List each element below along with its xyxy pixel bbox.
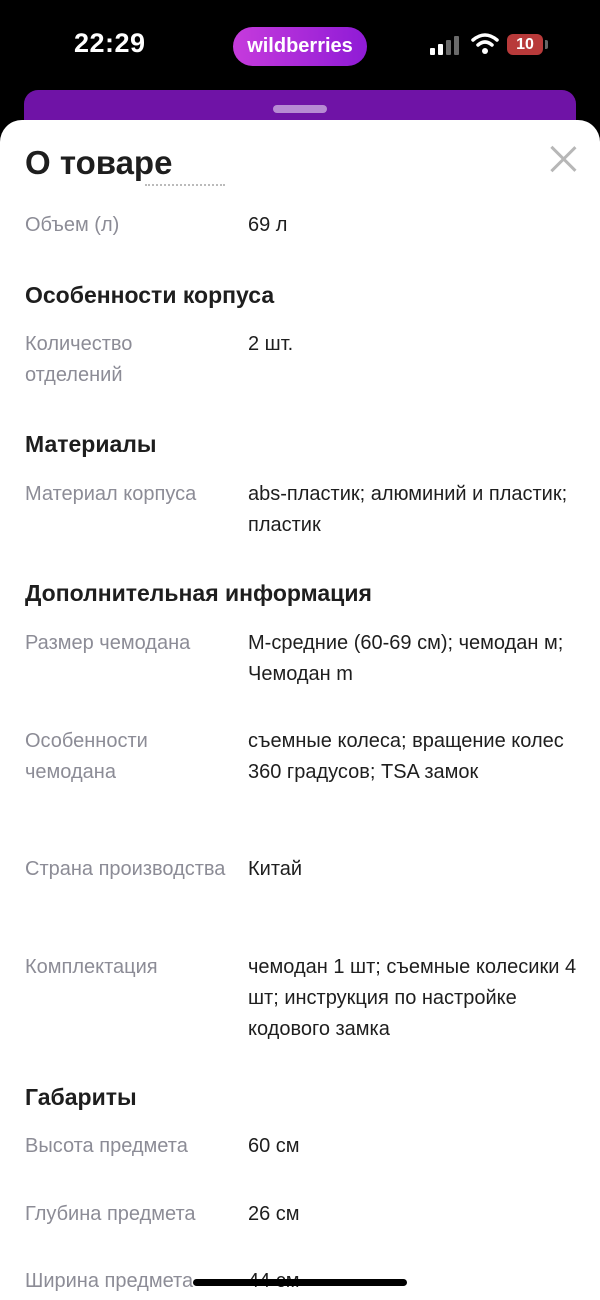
wifi-icon [471,31,499,55]
spec-label: Комплектация [25,956,158,978]
spec-value: съемные колеса; вращение колес 360 градусов; TSA замок [248,730,564,783]
sheet-title: О товаре [25,144,173,181]
spec-value: abs-пластик; алюминий и пластик; пластик [248,483,568,536]
spec-value: М-средние (60-69 см); чемодан м; Чемодан m [248,632,564,685]
spec-label: Количество отделений [25,333,133,386]
spec-label: Высота предмета [25,1135,188,1157]
spec-value: 2 шт. [248,333,294,355]
spec-value: Китай [248,858,303,880]
spec-label: Объем (л) [25,214,120,236]
product-details-sheet [0,120,600,1300]
home-indicator[interactable] [193,1279,407,1286]
cellular-signal-icon [430,35,462,55]
spec-label: Особенности чемодана [25,730,148,783]
spec-value: 60 см [248,1135,300,1157]
spec-value: чемодан 1 шт; съемные колесики 4 шт; инструкция по настройке кодового замка [248,956,577,1040]
spec-value: 26 см [248,1203,300,1225]
spec-label: Материал корпуса [25,483,197,505]
brand-pill: wildberries [233,27,367,66]
spec-label: Ширина предмета [25,1270,194,1292]
sheet-grabber[interactable] [273,105,327,113]
close-icon[interactable] [548,144,578,174]
section-title: Дополнительная информация [25,580,372,606]
clipped-text-fragment [145,184,225,190]
section-title: Материалы [25,431,157,457]
battery-icon: 10 [507,34,543,55]
section-title: Особенности корпуса [25,282,275,308]
section-title: Габариты [25,1084,137,1110]
spec-label: Глубина предмета [25,1203,196,1225]
status-time: 22:29 [74,28,146,58]
spec-label: Страна производства [25,858,226,880]
status-bar [0,0,600,90]
spec-value: 69 л [248,214,288,236]
spec-label: Размер чемодана [25,632,191,654]
battery-nub [545,40,548,49]
